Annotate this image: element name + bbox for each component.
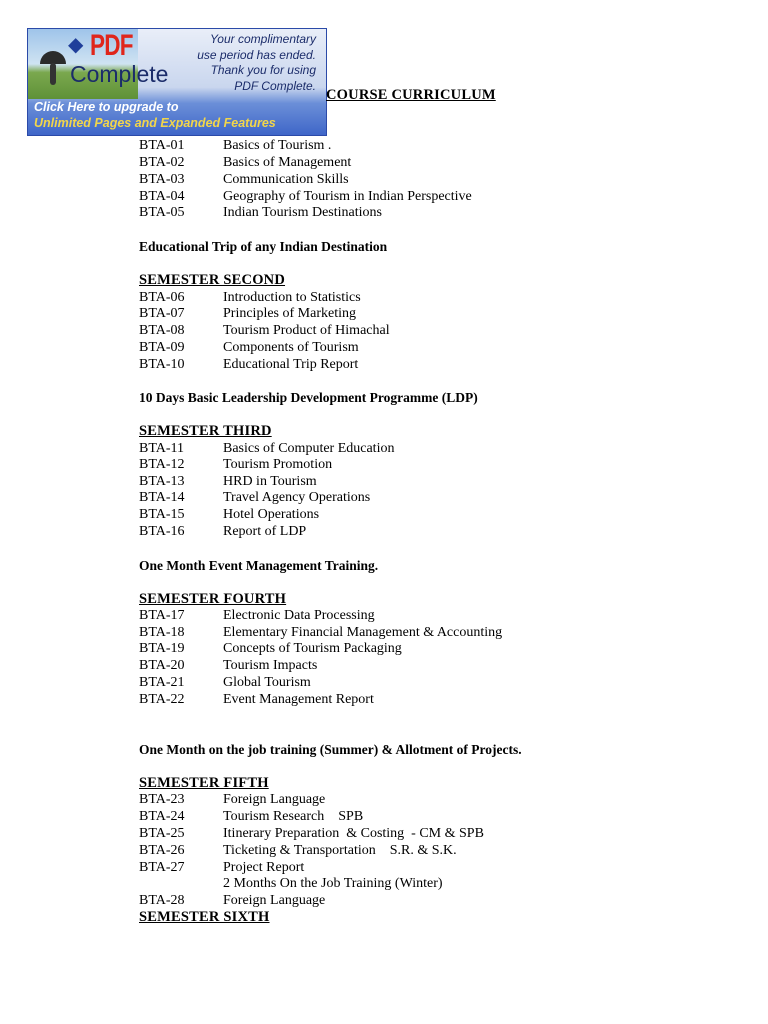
course-row xyxy=(139,657,317,674)
course-name: Travel Agency Operations xyxy=(223,490,371,505)
course-code: BTA-18 xyxy=(139,625,185,640)
trial-message xyxy=(156,32,316,94)
course-name: Basics of Computer Education xyxy=(223,441,395,456)
course-code: BTA-14 xyxy=(139,490,185,505)
course-code: BTA-26 xyxy=(139,843,185,858)
course-name: Event Management Report xyxy=(223,692,374,707)
course-code: BTA-25 xyxy=(139,826,185,841)
course-row xyxy=(139,892,325,909)
course-name: Foreign Language xyxy=(223,893,326,908)
activity-note: One Month Event Management Training. xyxy=(139,558,379,573)
course-row xyxy=(139,624,502,641)
course-code: BTA-06 xyxy=(139,290,185,305)
course-name: Basics of Management xyxy=(223,155,352,170)
stacked-diamonds-icon: ◆ xyxy=(68,34,84,56)
course-row xyxy=(139,607,375,624)
course-code: BTA-11 xyxy=(139,441,185,456)
course-row xyxy=(139,506,319,523)
semester-heading: SEMESTER SIXTH xyxy=(139,909,270,925)
course-code: BTA-15 xyxy=(139,507,185,522)
semester-heading: SEMESTER SECOND xyxy=(139,272,286,288)
course-row xyxy=(139,859,304,876)
course-row xyxy=(139,456,332,473)
course-code: BTA-13 xyxy=(139,474,185,489)
course-name: Project Report xyxy=(223,860,305,875)
course-row xyxy=(139,842,457,859)
course-name: Basics of Tourism . xyxy=(223,138,332,153)
course-name: HRD in Tourism xyxy=(223,474,317,489)
course-row xyxy=(139,473,317,490)
course-name: Concepts of Tourism Packaging xyxy=(223,641,402,656)
course-name: Itinerary Preparation & Costing - CM & SPB xyxy=(223,826,484,841)
course-code: BTA-20 xyxy=(139,658,185,673)
course-code: BTA-04 xyxy=(139,189,185,204)
course-name: Components of Tourism xyxy=(223,340,359,355)
person-icon xyxy=(50,63,56,85)
course-code: BTA-09 xyxy=(139,340,185,355)
course-code: BTA-28 xyxy=(139,893,185,908)
course-name: Hotel Operations xyxy=(223,507,320,522)
course-code: BTA-03 xyxy=(139,172,185,187)
course-code: BTA-01 xyxy=(139,138,185,153)
course-row xyxy=(139,171,349,188)
course-name: Tourism Research SPB xyxy=(223,809,364,824)
course-name: Introduction to Statistics xyxy=(223,290,361,305)
course-row xyxy=(139,305,356,322)
course-row xyxy=(139,322,390,339)
course-name: Principles of Marketing xyxy=(223,306,356,321)
course-name: Ticketing & Transportation S.R. & S.K. xyxy=(223,843,457,858)
trial-message-line: PDF Complete. xyxy=(234,78,316,93)
course-name: Global Tourism xyxy=(223,675,311,690)
semester-heading: SEMESTER FIFTH xyxy=(139,775,269,791)
course-code: BTA-10 xyxy=(139,357,185,372)
course-code: BTA-17 xyxy=(139,608,185,623)
upgrade-link-line1[interactable]: Click Here to upgrade to xyxy=(34,100,179,114)
course-row xyxy=(139,808,363,825)
course-code: BTA-08 xyxy=(139,323,185,338)
course-name: Foreign Language xyxy=(223,792,326,807)
course-code: BTA-12 xyxy=(139,457,185,472)
course-row xyxy=(139,356,358,373)
course-code: BTA-07 xyxy=(139,306,185,321)
course-code: BTA-24 xyxy=(139,809,185,824)
upgrade-link-line2[interactable]: Unlimited Pages and Expanded Features xyxy=(34,116,276,130)
activity-note: Educational Trip of any Indian Destination xyxy=(139,239,388,254)
course-row xyxy=(139,489,370,506)
course-name: Report of LDP xyxy=(223,524,307,539)
course-row xyxy=(139,339,359,356)
course-code: BTA-02 xyxy=(139,155,185,170)
course-row xyxy=(139,825,484,842)
course-code: BTA-23 xyxy=(139,792,185,807)
course-code: BTA-16 xyxy=(139,524,185,539)
course-name: Elementary Financial Management & Accounting xyxy=(223,625,503,640)
course-code: BTA-21 xyxy=(139,675,185,690)
logo-complete-text: Complete xyxy=(70,61,169,87)
course-row xyxy=(139,674,311,691)
course-name: Tourism Product of Himachal xyxy=(223,323,390,338)
course-name: 2 Months On the Job Training (Winter) xyxy=(223,876,443,891)
course-name: Indian Tourism Destinations xyxy=(223,205,382,220)
course-row xyxy=(139,204,382,221)
course-name: Geography of Tourism in Indian Perspective xyxy=(223,189,472,204)
course-code: BTA-22 xyxy=(139,692,185,707)
logo-pdf-text: PDF xyxy=(90,29,133,62)
activity-note: 10 Days Basic Leadership Development Programme (LDP) xyxy=(139,390,478,405)
course-code: BTA-05 xyxy=(139,205,185,220)
course-row xyxy=(139,154,351,171)
course-row xyxy=(139,137,331,154)
activity-note: One Month on the job training (Summer) & Allotment of Projects. xyxy=(139,742,522,757)
course-row xyxy=(139,289,361,306)
course-code: BTA-27 xyxy=(139,860,185,875)
course-row xyxy=(139,440,394,457)
trial-message-line: use period has ended. xyxy=(197,47,316,62)
course-name: Tourism Impacts xyxy=(223,658,318,673)
document-title: COURSE CURRICULUM xyxy=(326,87,496,103)
semester-heading: SEMESTER FOURTH xyxy=(139,591,287,607)
course-row xyxy=(139,523,306,540)
upgrade-link[interactable] xyxy=(34,99,276,131)
course-row xyxy=(139,691,374,708)
course-row xyxy=(139,640,402,657)
course-code: BTA-19 xyxy=(139,641,185,656)
course-row xyxy=(139,188,472,205)
course-name: Tourism Promotion xyxy=(223,457,333,472)
course-name: Electronic Data Processing xyxy=(223,608,375,623)
pdf-complete-upgrade-banner[interactable] xyxy=(27,28,327,136)
course-name: Educational Trip Report xyxy=(223,357,359,372)
semester-heading: SEMESTER THIRD xyxy=(139,423,272,439)
course-name: Communication Skills xyxy=(223,172,349,187)
trial-message-line: Your complimentary xyxy=(209,32,316,46)
trial-message-line: Thank you for using xyxy=(210,63,316,77)
course-row xyxy=(139,875,443,892)
course-row xyxy=(139,791,325,808)
